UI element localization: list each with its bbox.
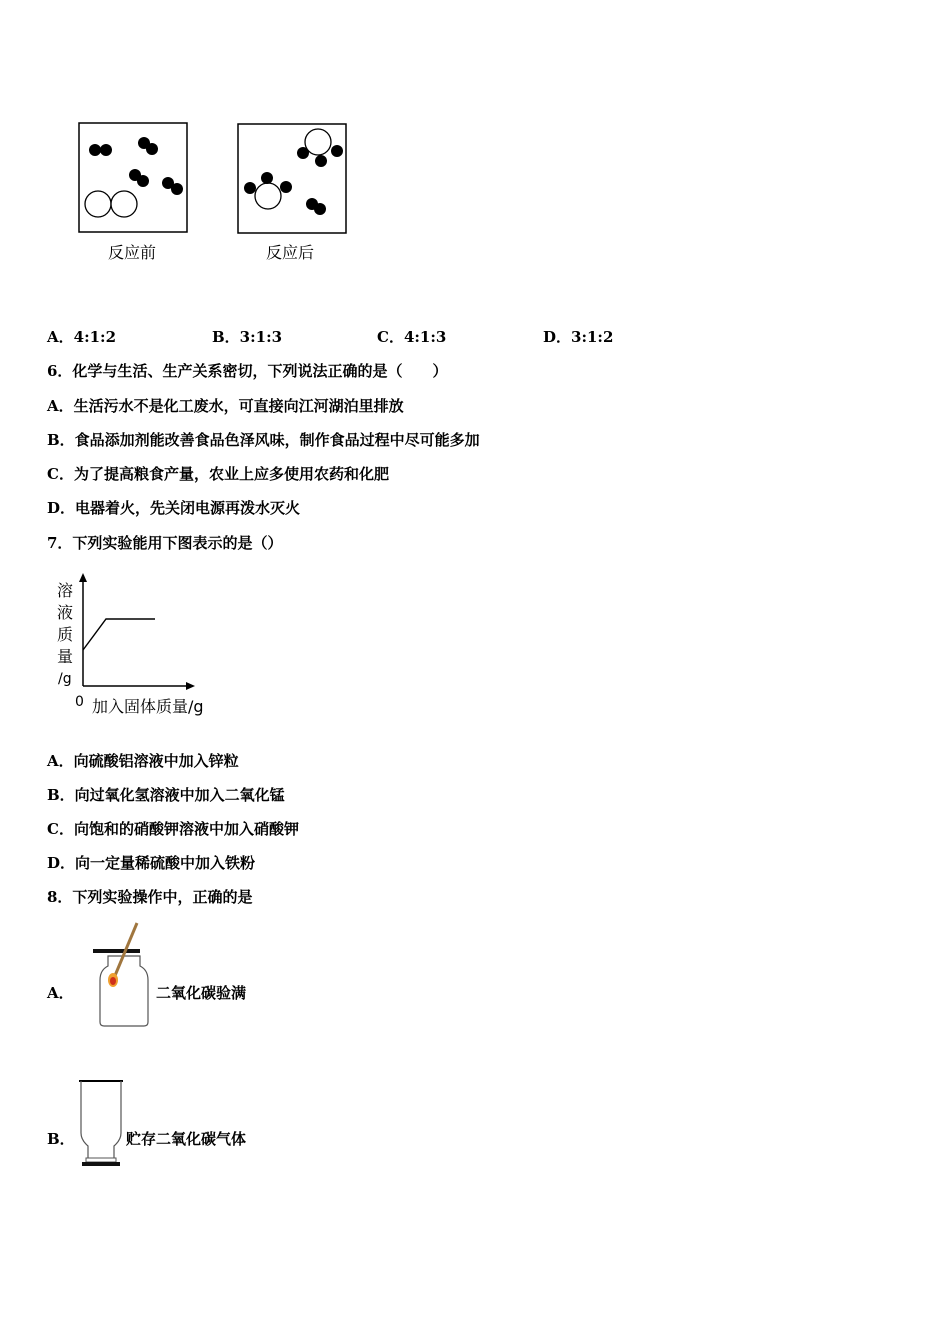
y-label-char-3: 质 bbox=[57, 625, 74, 644]
graph-origin: 0 bbox=[75, 694, 84, 710]
after-label: 反应后 bbox=[266, 243, 315, 262]
glass-plate bbox=[82, 1162, 120, 1166]
q7-option-a[interactable]: A．向硫酸铝溶液中加入锌粒 bbox=[47, 752, 239, 770]
q8-option-a-letter[interactable]: A． bbox=[47, 984, 74, 1002]
q6-option-d[interactable]: D．电器着火，先关闭电源再泼水灭火 bbox=[47, 499, 301, 517]
y-label-char-2: 液 bbox=[57, 603, 74, 622]
q8-option-b-text: 贮存二氧化碳气体 bbox=[126, 1130, 247, 1148]
q6-option-c[interactable]: C．为了提高粮食产量，农业上应多使用农药和化肥 bbox=[47, 465, 389, 483]
bottle-mouth bbox=[86, 1158, 116, 1162]
y-label-char-5: /g bbox=[58, 671, 72, 687]
q7-option-c[interactable]: C．向饱和的硝酸钾溶液中加入硝酸钾 bbox=[47, 820, 299, 838]
q7-stem: 7．下列实验能用下图表示的是（） bbox=[47, 534, 283, 552]
x-axis-label: 加入固体质量/g bbox=[92, 697, 204, 716]
q5-option-c[interactable]: C．4:1:3 bbox=[377, 328, 447, 346]
q6-option-b[interactable]: B．食品添加剂能改善食品色泽风味，制作食品过程中尽可能多加 bbox=[47, 431, 480, 449]
q6-option-a[interactable]: A．生活污水不是化工废水，可直接向江河湖泊里排放 bbox=[47, 397, 404, 415]
q5-option-a[interactable]: A．4:1:2 bbox=[47, 328, 117, 346]
q8-option-b-letter[interactable]: B． bbox=[47, 1130, 75, 1148]
q7-option-b[interactable]: B．向过氧化氢溶液中加入二氧化锰 bbox=[47, 786, 285, 804]
bottle-body bbox=[81, 1081, 121, 1158]
q8-stem: 8．下列实验操作中，正确的是 bbox=[47, 888, 253, 906]
y-label-char-1: 溶 bbox=[57, 581, 74, 600]
before-label: 反应前 bbox=[108, 243, 157, 262]
q8-option-a-text: 二氧化碳验满 bbox=[156, 984, 247, 1002]
q6-stem: 6．化学与生活、生产关系密切，下列说法正确的是（ ） bbox=[47, 362, 448, 380]
q5-option-d[interactable]: D．3:1:2 bbox=[543, 328, 614, 346]
q7-option-d[interactable]: D．向一定量稀硫酸中加入铁粉 bbox=[47, 854, 256, 872]
y-label-char-4: 量 bbox=[57, 647, 74, 666]
q5-option-b[interactable]: B．3:1:3 bbox=[212, 328, 283, 346]
